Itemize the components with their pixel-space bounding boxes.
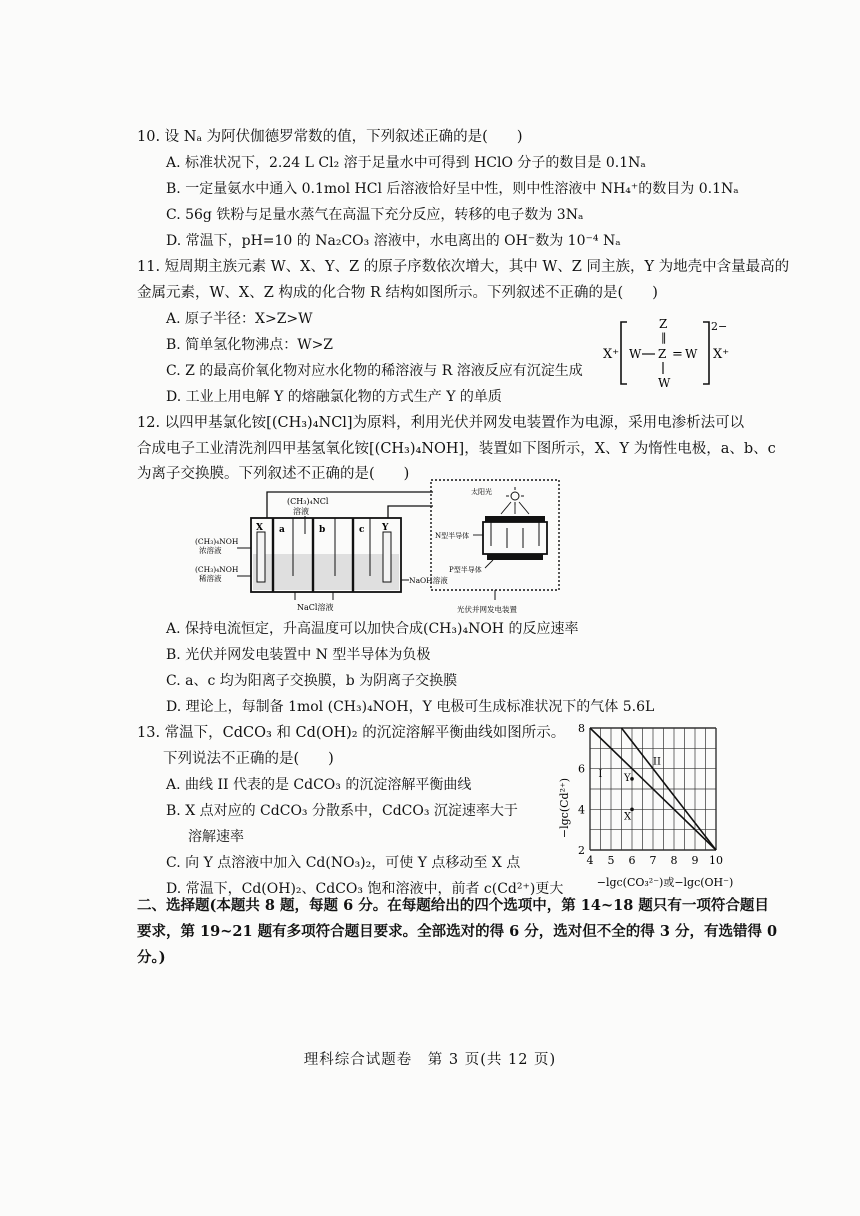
structure-double-bond-top: ‖	[661, 331, 667, 344]
structure-right-atom: W	[685, 347, 698, 361]
diagram-bottom-label: NaCl溶液	[297, 603, 334, 612]
series-label-I: I	[598, 768, 603, 780]
diagram-device-label: 光伏并网发电装置	[457, 605, 517, 614]
q11-option-a: A. 原子半径：X>Z>W	[166, 311, 313, 327]
q13-solubility-chart	[548, 716, 738, 892]
chart-y-axis-label: −lgc(Cd²⁺)	[558, 777, 571, 839]
diagram-p-label: P型半导体	[449, 566, 482, 574]
structure-left-atom: W	[629, 347, 642, 361]
x-tick-label: 6	[628, 854, 636, 867]
q13-option-c: C. 向 Y 点溶液中加入 Cd(NO₃)₂，可使 Y 点移动至 X 点	[166, 855, 521, 871]
q12-stem-line1: 12. 以四甲基氯化铵[(CH₃)₄NCl]为原料，利用光伏并网发电装置作为电源，采用电渗析法可以	[137, 415, 745, 431]
q12-option-c: C. a、c 均为阳离子交换膜，b 为阴离子交换膜	[166, 673, 458, 689]
q11-option-b: B. 简单氢化物沸点：W>Z	[166, 337, 334, 353]
chart-ticks	[578, 722, 723, 867]
point-label-X: X	[624, 811, 632, 823]
q12-option-d: D. 理论上，每制备 1mol (CH₃)₄NOH，Y 电极可生成标准状况下的气体 5.6L	[166, 699, 655, 715]
electrode-x-label: X	[256, 523, 263, 533]
diagram-left-label-2b: 稀溶液	[199, 574, 222, 583]
q13-option-a: A. 曲线 II 代表的是 CdCO₃ 的沉淀溶解平衡曲线	[166, 777, 472, 793]
y-tick-label: 6	[578, 762, 585, 776]
q10-option-a: A. 标准状况下，2.24 L Cl₂ 溶于足量水中可得到 HClO 分子的数目是 0.1Nₐ	[166, 155, 646, 171]
q13-option-d: D. 常温下，Cd(OH)₂、CdCO₃ 饱和溶液中，前者 c(Cd²⁺)更大	[166, 881, 564, 897]
structure-double-bond-right: =	[672, 347, 683, 362]
q13-option-b-cont: 溶解速率	[188, 829, 244, 845]
x-tick-label: 4	[586, 854, 594, 867]
diagram-n-label: N型半导体	[435, 532, 470, 540]
diagram-left-label-2a: (CH₃)₄NOH	[195, 565, 239, 574]
x-tick-label: 8	[670, 854, 678, 867]
q10-option-b: B. 一定量氨水中通入 0.1mol HCl 后溶液恰好呈中性，则中性溶液中 NH₄⁺的数目为 0.1Nₐ	[166, 181, 739, 197]
point-Y	[630, 777, 634, 781]
x-tick-label: 7	[649, 854, 657, 867]
section2-line3: 分。)	[137, 949, 166, 966]
structure-cation-right: X⁺	[713, 347, 730, 362]
page-footer: 理科综合试题卷 第 3 页(共 12 页)	[303, 1052, 557, 1068]
structure-cation-left: X⁺	[603, 347, 620, 362]
q10-stem: 10. 设 Nₐ 为阿伏伽德罗常数的值，下列叙述正确的是( )	[137, 129, 523, 145]
q11-option-d: D. 工业上用电解 Y 的熔融氯化物的方式生产 Y 的单质	[166, 389, 502, 405]
structure-charge: 2−	[711, 320, 728, 333]
q12-option-b: B. 光伏并网发电装置中 N 型半导体为负极	[166, 647, 431, 663]
q11-stem-line1: 11. 短周期主族元素 W、X、Y、Z 的原子序数依次增大，其中 W、Z 同主族，Y 为地壳中含量最高的	[137, 259, 790, 275]
membrane-a-label: a	[279, 525, 285, 535]
membrane-b-label: b	[319, 525, 326, 535]
y-tick-label: 2	[578, 844, 585, 857]
q12-stem-line3: 为离子交换膜。下列叙述不正确的是( )	[137, 466, 410, 482]
y-tick-label: 4	[578, 803, 585, 817]
q12-electrodialysis-diagram	[195, 476, 565, 618]
structure-center-atom: Z	[658, 347, 667, 361]
section2-line2: 要求，第 19~21 题有多项符合题目要求。全部选对的得 6 分，选对但不全的得 3 分，有选错得 0	[137, 923, 778, 940]
diagram-sun-label: 太阳光	[471, 488, 492, 496]
diagram-top-label-2: 溶液	[293, 507, 309, 516]
diagram-top-label-1: (CH₃)₄NCl	[287, 497, 329, 506]
diagram-left-label-1a: (CH₃)₄NOH	[195, 537, 239, 546]
x-tick-label: 5	[607, 854, 615, 867]
structure-bottom-atom: W	[658, 376, 671, 390]
x-tick-label: 10	[709, 854, 723, 867]
q10-option-c: C. 56g 铁粉与足量水蒸气在高温下充分反应，转移的电子数为 3Nₐ	[166, 207, 584, 223]
q11-option-c: C. Z 的最高价氧化物对应水化物的稀溶液与 R 溶液反应有沉淀生成	[166, 363, 583, 379]
y-tick-label: 8	[578, 722, 585, 735]
section2-line1: 二、选择题(本题共 8 题，每题 6 分。在每题给出的四个选项中，第 14~18 题只有一项符合题目	[137, 897, 769, 914]
q13-stem-line2: 下列说法不正确的是( )	[163, 751, 334, 767]
series-label-II: II	[653, 756, 661, 768]
point-label-Y: Y	[624, 772, 631, 784]
electrode-y-label: Y	[382, 523, 389, 533]
structure-top-atom: Z	[659, 317, 668, 331]
diagram-right-label: NaOH溶液	[409, 576, 448, 585]
q13-stem-line1: 13. 常温下，CdCO₃ 和 Cd(OH)₂ 的沉淀溶解平衡曲线如图所示。	[137, 725, 566, 741]
membrane-c-label: c	[359, 525, 365, 535]
q12-option-a: A. 保持电流恒定，升高温度可以加快合成(CH₃)₄NOH 的反应速率	[166, 621, 579, 637]
diagram-left-label-1b: 浓溶液	[199, 546, 222, 555]
q11-stem-line2: 金属元素，W、X、Z 构成的化合物 R 结构如图所示。下列叙述不正确的是( )	[137, 285, 658, 301]
q11-structure-figure	[603, 312, 733, 392]
chart-x-axis-label: −lgc(CO₃²⁻)或−lgc(OH⁻)	[596, 876, 734, 889]
q10-option-d: D. 常温下，pH=10 的 Na₂CO₃ 溶液中，水电离出的 OH⁻数为 10⁻⁴ Nₐ	[166, 233, 621, 249]
q12-stem-line2: 合成电子工业清洗剂四甲基氢氧化铵[(CH₃)₄NOH]，装置如下图所示，X、Y 为惰性电极，a、b、c	[137, 441, 776, 457]
x-tick-label: 9	[691, 854, 699, 867]
q13-option-b: B. X 点对应的 CdCO₃ 分散系中，CdCO₃ 沉淀速率大于	[166, 803, 518, 819]
